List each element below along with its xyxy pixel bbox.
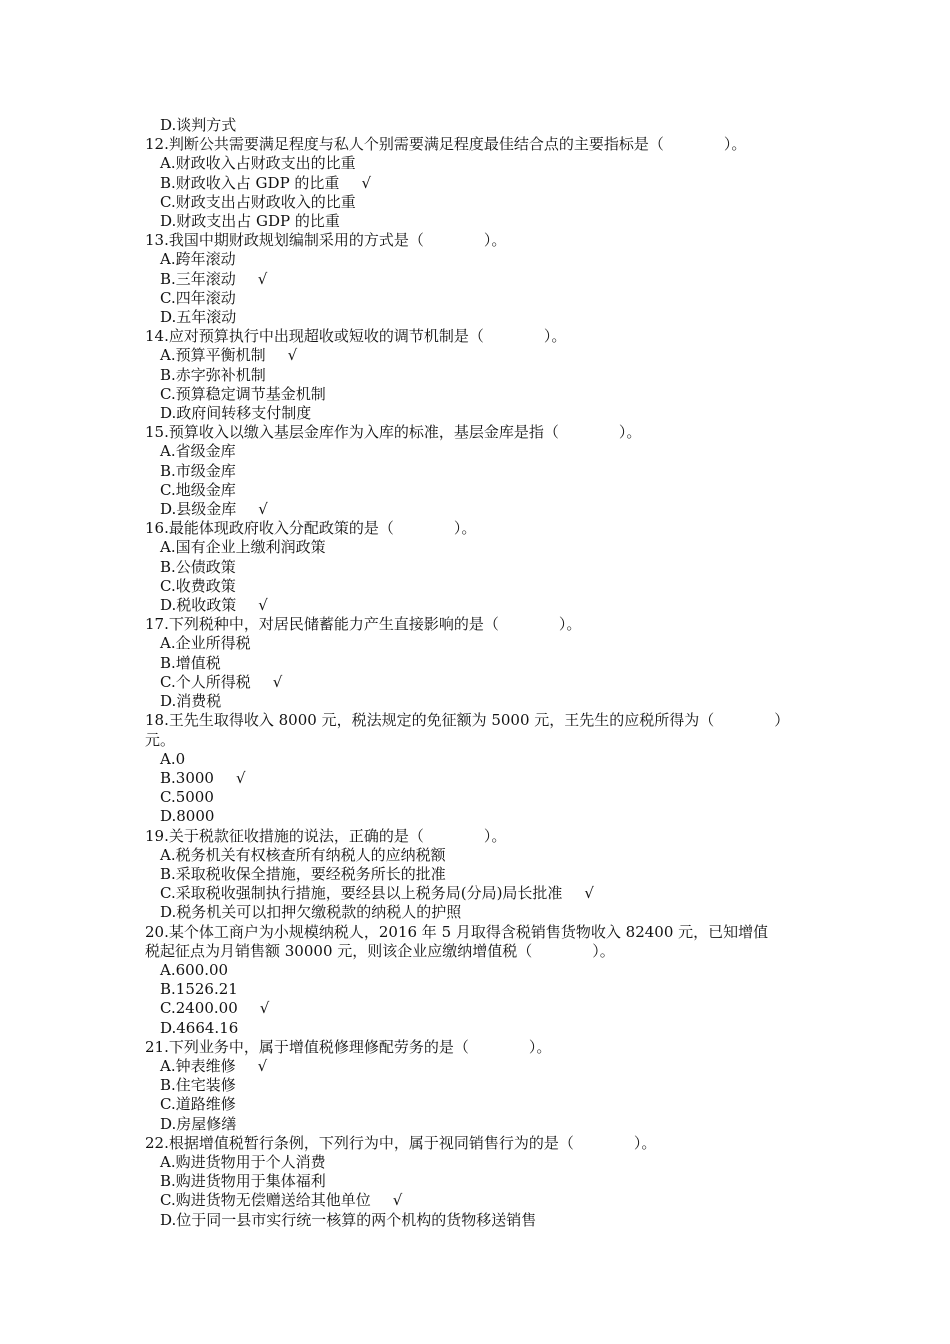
line-text: B.住宅装修 (160, 1076, 236, 1095)
line-text: 税起征点为月销售额 30000 元，则该企业应缴纳增值税（ ）。 (145, 941, 615, 960)
line-text: C.地级金库 (160, 480, 236, 499)
question-stem (145, 423, 810, 442)
exam-document (145, 116, 810, 1230)
answer-option (145, 750, 810, 769)
line-text: 13.我国中期财政规划编制采用的方式是（ ）。 (145, 231, 507, 250)
answer-option (145, 116, 810, 135)
answer-option (145, 289, 810, 308)
line-text: B.增值税 (160, 653, 221, 672)
line-text: 12.判断公共需要满足程度与私人个别需要满足程度最佳结合点的主要指标是（ ）。 (145, 135, 747, 154)
answer-option (145, 769, 810, 788)
line-text: A.省级金库 (160, 442, 236, 461)
line-text: 21.下列业务中，属于增值税修理修配劳务的是（ ）。 (145, 1037, 552, 1056)
answer-option (145, 193, 810, 212)
answer-option (145, 980, 810, 999)
correct-answer-checkmark: √ (258, 500, 268, 519)
line-text: B.市级金库 (160, 461, 236, 480)
answer-option (145, 385, 810, 404)
line-text: B.采取税收保全措施，要经税务所长的批准 (160, 864, 446, 883)
line-text: D.税务机关可以扣押欠缴税款的纳税人的护照 (160, 903, 462, 922)
answer-option (145, 1191, 810, 1210)
line-text: A.国有企业上缴利润政策 (160, 538, 326, 557)
line-text: D.4664.16 (160, 1018, 239, 1037)
line-text: A.企业所得税 (160, 634, 251, 653)
line-text: 22.根据增值税暂行条例，下列行为中，属于视同销售行为的是（ ）。 (145, 1133, 657, 1152)
answer-option (145, 654, 810, 673)
line-text: C.四年滚动 (160, 288, 236, 307)
answer-option (145, 1153, 810, 1172)
line-text: 19.关于税款征收措施的说法，正确的是（ ）。 (145, 826, 507, 845)
line-text: D.县级金库 (160, 500, 237, 519)
line-text: A.购进货物用于个人消费 (160, 1152, 326, 1171)
line-text: B.购进货物用于集体福利 (160, 1172, 326, 1191)
question-stem (145, 711, 810, 730)
answer-option (145, 308, 810, 327)
correct-answer-checkmark: √ (272, 672, 283, 691)
line-text: B.3000 (160, 768, 214, 787)
answer-option (145, 462, 810, 481)
line-text: D.五年滚动 (160, 308, 237, 327)
answer-option (145, 154, 810, 173)
line-text: D.房屋修缮 (160, 1114, 237, 1133)
answer-option (145, 212, 810, 231)
question-stem (145, 1134, 810, 1153)
answer-option (145, 673, 810, 692)
line-text: D.消费税 (160, 692, 222, 711)
line-text: A.跨年滚动 (160, 250, 236, 269)
line-text: 元。 (145, 730, 176, 749)
answer-option (145, 1076, 810, 1095)
answer-option (145, 1019, 810, 1038)
correct-answer-checkmark: √ (235, 768, 246, 787)
line-text: B.三年滚动 (160, 269, 236, 288)
line-text: B.1526.21 (160, 980, 238, 999)
answer-option (145, 174, 810, 193)
correct-answer-checkmark: √ (584, 884, 594, 903)
answer-option (145, 1172, 810, 1191)
line-text: C.预算稳定调节基金机制 (160, 384, 326, 403)
correct-answer-checkmark: √ (257, 1056, 268, 1075)
line-text: A.预算平衡机制 (160, 346, 266, 365)
answer-option (145, 788, 810, 807)
line-text: B.赤字弥补机制 (160, 365, 266, 384)
line-text: 17.下列税种中，对居民储蓄能力产生直接影响的是（ ）。 (145, 615, 582, 634)
question-stem (145, 1038, 810, 1057)
question-stem (145, 519, 810, 538)
line-text: A.财政收入占财政支出的比重 (160, 154, 356, 173)
answer-option (145, 634, 810, 653)
question-stem-continued (145, 942, 810, 961)
line-text: A.钟表维修 (160, 1056, 236, 1075)
answer-option (145, 442, 810, 461)
line-text: D.8000 (160, 807, 215, 826)
answer-option (145, 999, 810, 1018)
answer-option (145, 1057, 810, 1076)
line-text: C.购进货物无偿赠送给其他单位 (160, 1191, 371, 1210)
answer-option (145, 692, 810, 711)
line-text: D.政府间转移支付制度 (160, 404, 312, 423)
answer-option (145, 1095, 810, 1114)
answer-option (145, 865, 810, 884)
answer-option (145, 1115, 810, 1134)
answer-option (145, 366, 810, 385)
answer-option (145, 807, 810, 826)
answer-option (145, 270, 810, 289)
answer-option (145, 500, 810, 519)
correct-answer-checkmark: √ (258, 596, 268, 615)
line-text: D.谈判方式 (160, 116, 237, 134)
answer-option (145, 846, 810, 865)
line-text: C.2400.00 (160, 999, 238, 1018)
question-stem-continued (145, 731, 810, 750)
line-text: C.采取税收强制执行措施，要经县以上税务局(分局)局长批准 (160, 884, 563, 903)
line-text: A.税务机关有权核查所有纳税人的应纳税额 (160, 845, 446, 864)
line-text: 15.预算收入以缴入基层金库作为入库的标准，基层金库是指（ ）。 (145, 423, 642, 442)
line-text: C.5000 (160, 788, 214, 807)
correct-answer-checkmark: √ (257, 269, 268, 288)
line-text: C.财政支出占财政收入的比重 (160, 192, 356, 211)
line-text: 20.某个体工商户为小规模纳税人，2016 年 5 月取得含税销售货物收入 82400 元，已知增值 (145, 922, 769, 941)
line-text: C.收费政策 (160, 576, 236, 595)
answer-option (145, 961, 810, 980)
answer-option (145, 538, 810, 557)
answer-option (145, 1211, 810, 1230)
line-text: 18.王先生取得收入 8000 元，税法规定的免征额为 5000 元，王先生的应税所得为（ ） (145, 711, 790, 730)
line-text: C.个人所得税 (160, 672, 251, 691)
line-text: D.财政支出占 GDP 的比重 (160, 212, 340, 231)
correct-answer-checkmark: √ (259, 999, 270, 1018)
line-text: A.0 (160, 749, 186, 768)
question-stem (145, 827, 810, 846)
line-text: 14.应对预算执行中出现超收或短收的调节机制是（ ）。 (145, 327, 567, 346)
answer-option (145, 404, 810, 423)
question-stem (145, 231, 810, 250)
answer-option (145, 558, 810, 577)
question-stem (145, 135, 810, 154)
answer-option (145, 481, 810, 500)
correct-answer-checkmark: √ (287, 346, 298, 365)
question-stem (145, 923, 810, 942)
line-text: 16.最能体现政府收入分配政策的是（ ）。 (145, 519, 477, 538)
answer-option (145, 903, 810, 922)
answer-option (145, 884, 810, 903)
answer-option (145, 577, 810, 596)
answer-option (145, 250, 810, 269)
answer-option (145, 596, 810, 615)
line-text: B.财政收入占 GDP 的比重 (160, 173, 340, 192)
question-stem (145, 615, 810, 634)
line-text: A.600.00 (160, 960, 229, 979)
question-stem (145, 327, 810, 346)
line-text: C.道路维修 (160, 1095, 236, 1114)
answer-option (145, 346, 810, 365)
correct-answer-checkmark: √ (392, 1191, 403, 1210)
line-text: B.公债政策 (160, 557, 236, 576)
correct-answer-checkmark: √ (361, 173, 371, 192)
line-text: D.位于同一县市实行统一核算的两个机构的货物移送销售 (160, 1210, 537, 1229)
line-text: D.税收政策 (160, 596, 237, 615)
